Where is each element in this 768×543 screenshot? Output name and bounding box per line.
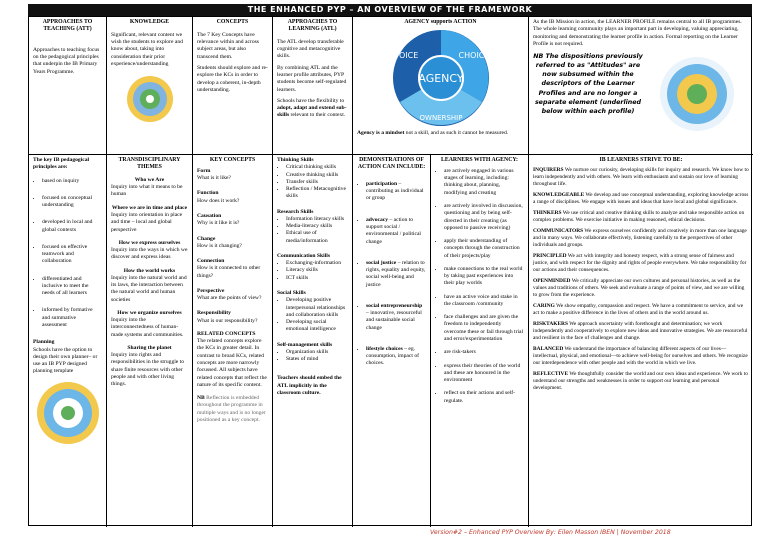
profile-entry: COMMUNICATORS We express ourselves confidently and creatively in more than one language and in many ways. We collaborate effectively, listening carefully to the perspectives of other individuals and groups. [533, 228, 747, 249]
pedagogy-list [33, 178, 102, 330]
planning-wheel-icon [35, 380, 101, 446]
action-item: • social justice – relation to rights, equality and equity, social well-being and justice [366, 260, 426, 289]
theme-title: Sharing the planet [127, 344, 172, 351]
concepts-p1: The 7 Key Concepts have relevance within and across subject areas, but also transcend them. [197, 31, 259, 60]
skill-item: • Media-literacy skills [286, 223, 348, 230]
skill-item: • Reflection / Metacognitive skills [286, 186, 348, 201]
concepts-p2: Students should explore and re-explore the KCs in order to develop a coherent, in-depth understanding. [197, 65, 268, 93]
pedagogy-item: • focused on effective teamwork and collaboration [42, 244, 102, 266]
profile-entry: PRINCIPLED We act with integrity and honesty respect, with a strong sense of fairness and justice, and with respect for the dignity and rights of people everywhere. We take responsibility for our actions and their consequences. [533, 253, 747, 274]
atl-heading: APPROACHES TO LEARNING (ATL) [287, 19, 338, 32]
concept-question: What is our responsibility? [197, 317, 258, 324]
profile-entry: CARING We show empathy, compassion and respect. We have a commitment to service, and we act to make a positive difference in the lives of others and in the world around us. [533, 303, 744, 317]
agency-cell [353, 17, 529, 155]
action-item: • advocacy – action to support social / environmental / political change [366, 217, 426, 246]
pedagogy-heading: The key IB pedagogical principles are: [33, 157, 90, 171]
concept-question: How does it work? [197, 197, 240, 204]
skill-group-title: Social Skills [277, 289, 306, 296]
themes-heading: TRANSDISCIPLINARY THEMES [118, 157, 181, 170]
voice-label: VOICE [393, 50, 418, 60]
theme-desc: Inquiry into what it means to be human [111, 184, 183, 198]
agency-item: • are risk-takers [444, 349, 524, 356]
learners-agency-cell [431, 155, 529, 527]
att-heading: APPROACHES TO TEACHING (ATT) [42, 19, 93, 32]
theme-title: How we organize ourselves [117, 309, 182, 316]
theme-title: How we express ourselves [118, 239, 181, 246]
skill-item: • Information literacy skills [286, 216, 348, 223]
att-cell [29, 17, 107, 155]
action-item: • participation – contributing as individual or group [366, 181, 426, 203]
skill-list [277, 260, 348, 282]
skill-item: • Transfer skills [286, 179, 348, 186]
pedagogy-item: • developed in local and global contexts [42, 219, 102, 234]
concepts-heading: CONCEPTS [216, 19, 249, 25]
skill-group-title: Thinking Skills [277, 157, 314, 163]
action-item: • lifestyle choices – eg. consumption, impact of choices. [366, 346, 426, 368]
skill-item: • Critical thinking skills [286, 164, 348, 171]
action-item: • social entrepreneurship – innovative, resourceful and sustainable social change [366, 303, 426, 332]
page-title: THE ENHANCED PYP – AN OVERVIEW OF THE FRAMEWORK [28, 4, 752, 16]
pedagogy-item: • differentiated and inclusive to meet the needs of all learners [42, 276, 102, 298]
atl-cell [273, 17, 353, 155]
theme-desc: Inquiry into the natural world and its laws, the interaction between the natural world and human societies [111, 274, 187, 303]
skill-item: • Literacy skills [286, 267, 348, 274]
concept-title: Causation [197, 213, 222, 220]
concept-title: Change [197, 235, 216, 242]
profile-entry: OPENMINDED We critically appreciate our own cultures and personal histories, as well as the values and traditions of others. We seek and evaluate a range of points of view, and we are willing to grow from the experience. [533, 278, 745, 299]
theme-title: Who we Are [134, 176, 165, 183]
atl-skills-cell [273, 155, 353, 527]
atl-p2: By combining ATL and the learner profile attributes, PYP students become self-regulated learners. [277, 64, 347, 93]
concept-title: Form [197, 167, 211, 174]
learner-profile-cell [529, 155, 753, 527]
concept-title: Connection [197, 258, 225, 265]
agency-item: • make connections to the real world by taking past experiences into their play worlds [444, 266, 524, 288]
skill-item: • Creative thinking skills [286, 172, 348, 179]
concept-question: How is it changing? [197, 242, 242, 249]
overview-table [28, 16, 752, 526]
skill-item: • Ethical use of media/information [286, 230, 348, 245]
ownership-label: OWNERSHIP [419, 113, 462, 122]
themes-cell [107, 155, 193, 527]
footer-credit: Version#2 – Enhanced PYP Overview By: Eilen Masson IBEN | November 2018 [430, 529, 671, 536]
action-cell [353, 155, 431, 527]
concept-title: Responsibility [197, 310, 231, 317]
concept-question: What are the points of view? [197, 295, 262, 302]
agency-item: • are actively involved in discussion, questioning and by being self-directed in their creating (as opposed to passive receiving) [444, 203, 524, 232]
choice-label: CHOICE [458, 50, 489, 60]
skill-list [277, 297, 348, 333]
attitudes-note: NB The dispositions previously referred to as "Attitudes" are now subsumed within the descriptors of the Learner Profiles and are no longer a separate element (underlined below within each profile) [533, 53, 643, 115]
skill-item: • Developing positive interpersonal relationships and collaboration skills [286, 297, 348, 319]
theme-desc: Inquiry into the interconnectedness of human-made systems and communities. [111, 317, 184, 338]
pedagogy-cell [29, 155, 107, 527]
agency-list [435, 168, 524, 405]
agency-item: • have an active voice and stake in the classroom /community [444, 294, 524, 309]
atl-p1: The ATL develop transferable cognitive and metacognitive skills. [277, 38, 344, 60]
agency-item: • are actively engaged in various stages of learning, including: thinking about, planning, modifying and creating [444, 168, 524, 197]
skill-list [277, 349, 348, 364]
agency-diagram [376, 28, 506, 128]
learner-profile-heading: IB LEARNERS STRIVE TO BE: [599, 157, 683, 163]
skill-item: • Exchanging-information [286, 260, 348, 267]
skill-item: • ICT skills [286, 275, 348, 282]
skill-group-title: Communication Skills [277, 252, 330, 259]
concept-question: How is it connected to other things? [197, 265, 261, 279]
skill-list [277, 164, 348, 200]
theme-title: How the world works [123, 267, 176, 274]
skill-group-title: Self-management skills [277, 341, 333, 348]
concepts-cell [193, 17, 273, 155]
concept-question: Why is it like it is? [197, 220, 240, 227]
related-concepts-text: The related concepts explore the KCs in greater detail. In contrast to broad KCs, related concepts are more narrowly focussed. All subjects have related concepts that reflect the nature of its specific content. [197, 338, 267, 388]
agency-item: • express their theories of the world and these are honoured in the environment [444, 363, 524, 385]
learner-profile-wheel-icon [647, 52, 747, 132]
concept-title: Function [197, 190, 219, 197]
profile-entry: BALANCED We understand the importance of balancing different aspects of our lives—intellectual, physical, and emotional—to achieve well-being for ourselves and others. We recognize our interdependence with other people and with the world in which we live. [533, 346, 748, 367]
pedagogy-item: • based on inquiry [42, 178, 102, 185]
profile-entry: RISKTAKERS We approach uncertainty with forethought and determination; we work independently and cooperatively to explore new ideas and innovative strategies. We are resourceful and resilient in the face of challenges and change. [533, 321, 748, 342]
theme-desc: Inquiry into orientation in place and time – local and global perspective [111, 211, 183, 233]
planning-heading: Planning [33, 339, 55, 346]
key-concepts-cell [193, 155, 273, 527]
reflection-note: NB Reflection is embedded throughout the programme in multiple ways and is no longer positioned as a key concept. [197, 395, 266, 423]
agency-item: • reflect on their actions and self-regulate. [444, 390, 524, 405]
knowledge-heading: KNOWLEDGE [129, 19, 170, 25]
action-heading: DEMONSTRATIONS OF ACTION CAN INCLUDE: [357, 157, 426, 170]
theme-desc: Inquiry into the ways in which we discover and express ideas [111, 247, 188, 261]
skill-item: • States of mind [286, 356, 348, 363]
skill-item: • Organization skills [286, 349, 348, 356]
knowledge-body: Significant, relevant content we wish the students to explore and know about, taking into consideration their prior experience/understanding [111, 31, 183, 68]
pedagogy-item: • focused on conceptual understanding [42, 195, 102, 210]
programme-diagram-icon [120, 74, 180, 124]
skill-list [277, 216, 348, 245]
skill-item: • Developing social emotional intelligence [286, 319, 348, 334]
profile-entry: INQUIRERS We nurture our curiosity, developing skills for inquiry and research. We know how to learn independently and with others. We learn with enthusiasm and sustain our love of learning throughout life. [533, 166, 749, 187]
atl-p3: Schools have the flexibility to adopt, adapt and extend sub-skills relevant to their context. [277, 97, 347, 119]
agency-center-label: AGENCY [417, 71, 464, 85]
agency-heading: AGENCY supports ACTION [404, 19, 477, 25]
profile-entry: THINKERS We use critical and creative thinking skills to analyze and take responsible action on complex problems. We exercise initiative in making reasoned, ethical decisions. [533, 210, 745, 224]
learners-agency-heading: LEARNERS WITH AGENCY: [441, 157, 518, 163]
agency-item: • apply their understanding of concepts through the construction of their projects/play [444, 238, 524, 260]
concept-title: Perspective [197, 287, 225, 294]
agency-item: • face challenges and are given the freedom to independently overcome these or fail through trial and error/experimentation [444, 314, 524, 343]
theme-title: Where we are in time and place [111, 204, 188, 211]
mission-text: As the IB Mission in action, the LEARNER PROFILE remains central to all IB programmes. The whole learning community plays an important part in developing, valuing appreciating, monitoring and demonstrating the learner profile in action. Formal reporting on the Learner Profile is not required. [533, 19, 742, 47]
knowledge-cell [107, 17, 193, 155]
action-list [357, 181, 426, 368]
concept-question: What is it like? [197, 175, 232, 182]
skill-group-title: Research Skills [277, 208, 314, 215]
profile-entry: REFLECTIVE We thoughtfully consider the world and our own ideas and experience. We work to understand our strengths and weaknesses in order to support our learning and personal development. [533, 371, 748, 392]
profile-entry: KNOWLEDGEABLE We develop and use conceptual understanding, exploring knowledge across a range of disciplines. We engage with issues and ideas that have local and global significance. [533, 192, 749, 206]
related-concepts-heading: RELATED CONCEPTS [197, 330, 256, 337]
mission-cell [529, 17, 753, 155]
pedagogy-item: • informed by formative and summative assessment [42, 307, 102, 329]
agency-note: Agency is a mindset not a skill, and as such it cannot be measured. [357, 129, 509, 136]
att-body: Approaches to teaching focus on the pedagogical principles that underpin the IB Primary Years Programme. [33, 46, 100, 75]
theme-desc: Inquiry into rights and responsibilities in the struggle to share finite resources with other people and with other living things. [111, 352, 185, 388]
teachers-note: Teachers should embed the ATL implicitly in the classroom culture. [277, 375, 342, 396]
key-concepts-heading: KEY CONCEPTS [209, 157, 256, 163]
planning-text: Schools have the option to design their own planner– or use an IB PYP designed planning template [33, 346, 98, 375]
